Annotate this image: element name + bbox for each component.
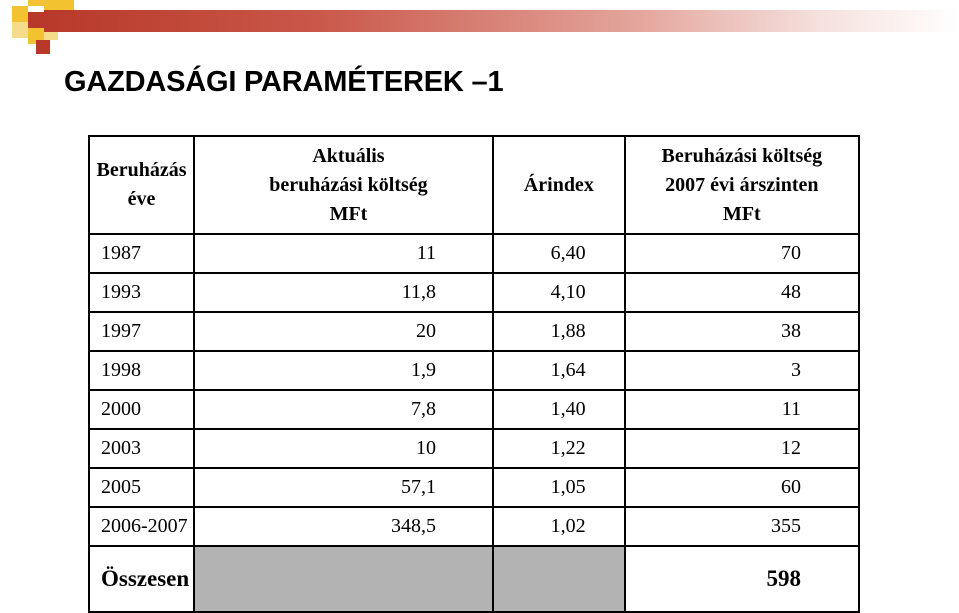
cell-price-index: 1,02 [493,507,625,546]
cell-cost-2007: 48 [625,273,859,312]
header-cost2007-line2: 2007 évi árszinten [665,173,819,196]
table-row [89,351,859,390]
deco-square [12,22,28,38]
data-table [88,135,860,613]
total-row [89,546,859,612]
header-cost2007-line3: MFt [722,202,761,225]
table-row [89,312,859,351]
header-actual-line1: Aktuális [312,144,385,167]
header-price-index [493,136,625,234]
cell-cost-2007: 355 [625,507,859,546]
header-decoration [0,0,959,60]
cell-actual-cost: 7,8 [194,390,493,429]
cell-price-index: 1,40 [493,390,625,429]
cell-actual-cost: 348,5 [194,507,493,546]
total-label: Összesen [89,546,194,612]
cell-cost-2007: 60 [625,468,859,507]
cell-price-index: 1,88 [493,312,625,351]
cell-actual-cost: 20 [194,312,493,351]
table-row [89,429,859,468]
page-title: GAZDASÁGI PARAMÉTEREK –1 [64,66,504,98]
table-row [89,468,859,507]
cell-actual-cost: 11 [194,234,493,273]
header-cost2007-line1: Beruházási költség [661,144,823,167]
cell-cost-2007: 38 [625,312,859,351]
deco-square [28,0,44,6]
header-row [89,136,859,234]
cell-price-index: 1,22 [493,429,625,468]
cell-year: 2000 [89,390,194,429]
total-empty-cell [493,546,625,612]
table-row [89,234,859,273]
cell-year: 1987 [89,234,194,273]
cell-price-index: 4,10 [493,273,625,312]
cell-year: 2003 [89,429,194,468]
header-actual-line2: beruházási költség [269,173,428,196]
deco-square [12,6,28,22]
total-empty-cell [194,546,493,612]
cell-price-index: 6,40 [493,234,625,273]
cell-cost-2007: 3 [625,351,859,390]
cell-cost-2007: 12 [625,429,859,468]
header-index-label: Árindex [523,173,594,196]
cell-price-index: 1,05 [493,468,625,507]
header-cost-2007 [625,136,859,234]
header-year-label: Beruházás éve [96,159,187,210]
cell-year: 2005 [89,468,194,507]
table-row [89,390,859,429]
header-gradient-bar [44,10,959,32]
table-row [89,273,859,312]
cell-actual-cost: 10 [194,429,493,468]
deco-square [36,40,50,54]
header-actual-line3: MFt [329,202,368,225]
cell-actual-cost: 11,8 [194,273,493,312]
deco-square [28,12,44,28]
cell-actual-cost: 57,1 [194,468,493,507]
cell-year: 1997 [89,312,194,351]
header-year [89,136,194,234]
header-actual-cost [194,136,493,234]
cell-year: 1993 [89,273,194,312]
total-cost-2007: 598 [625,546,859,612]
cell-actual-cost: 1,9 [194,351,493,390]
cell-cost-2007: 70 [625,234,859,273]
cell-year: 1998 [89,351,194,390]
cell-year: 2006-2007 [89,507,194,546]
table-row [89,507,859,546]
cell-cost-2007: 11 [625,390,859,429]
cell-price-index: 1,64 [493,351,625,390]
deco-square [44,0,58,10]
